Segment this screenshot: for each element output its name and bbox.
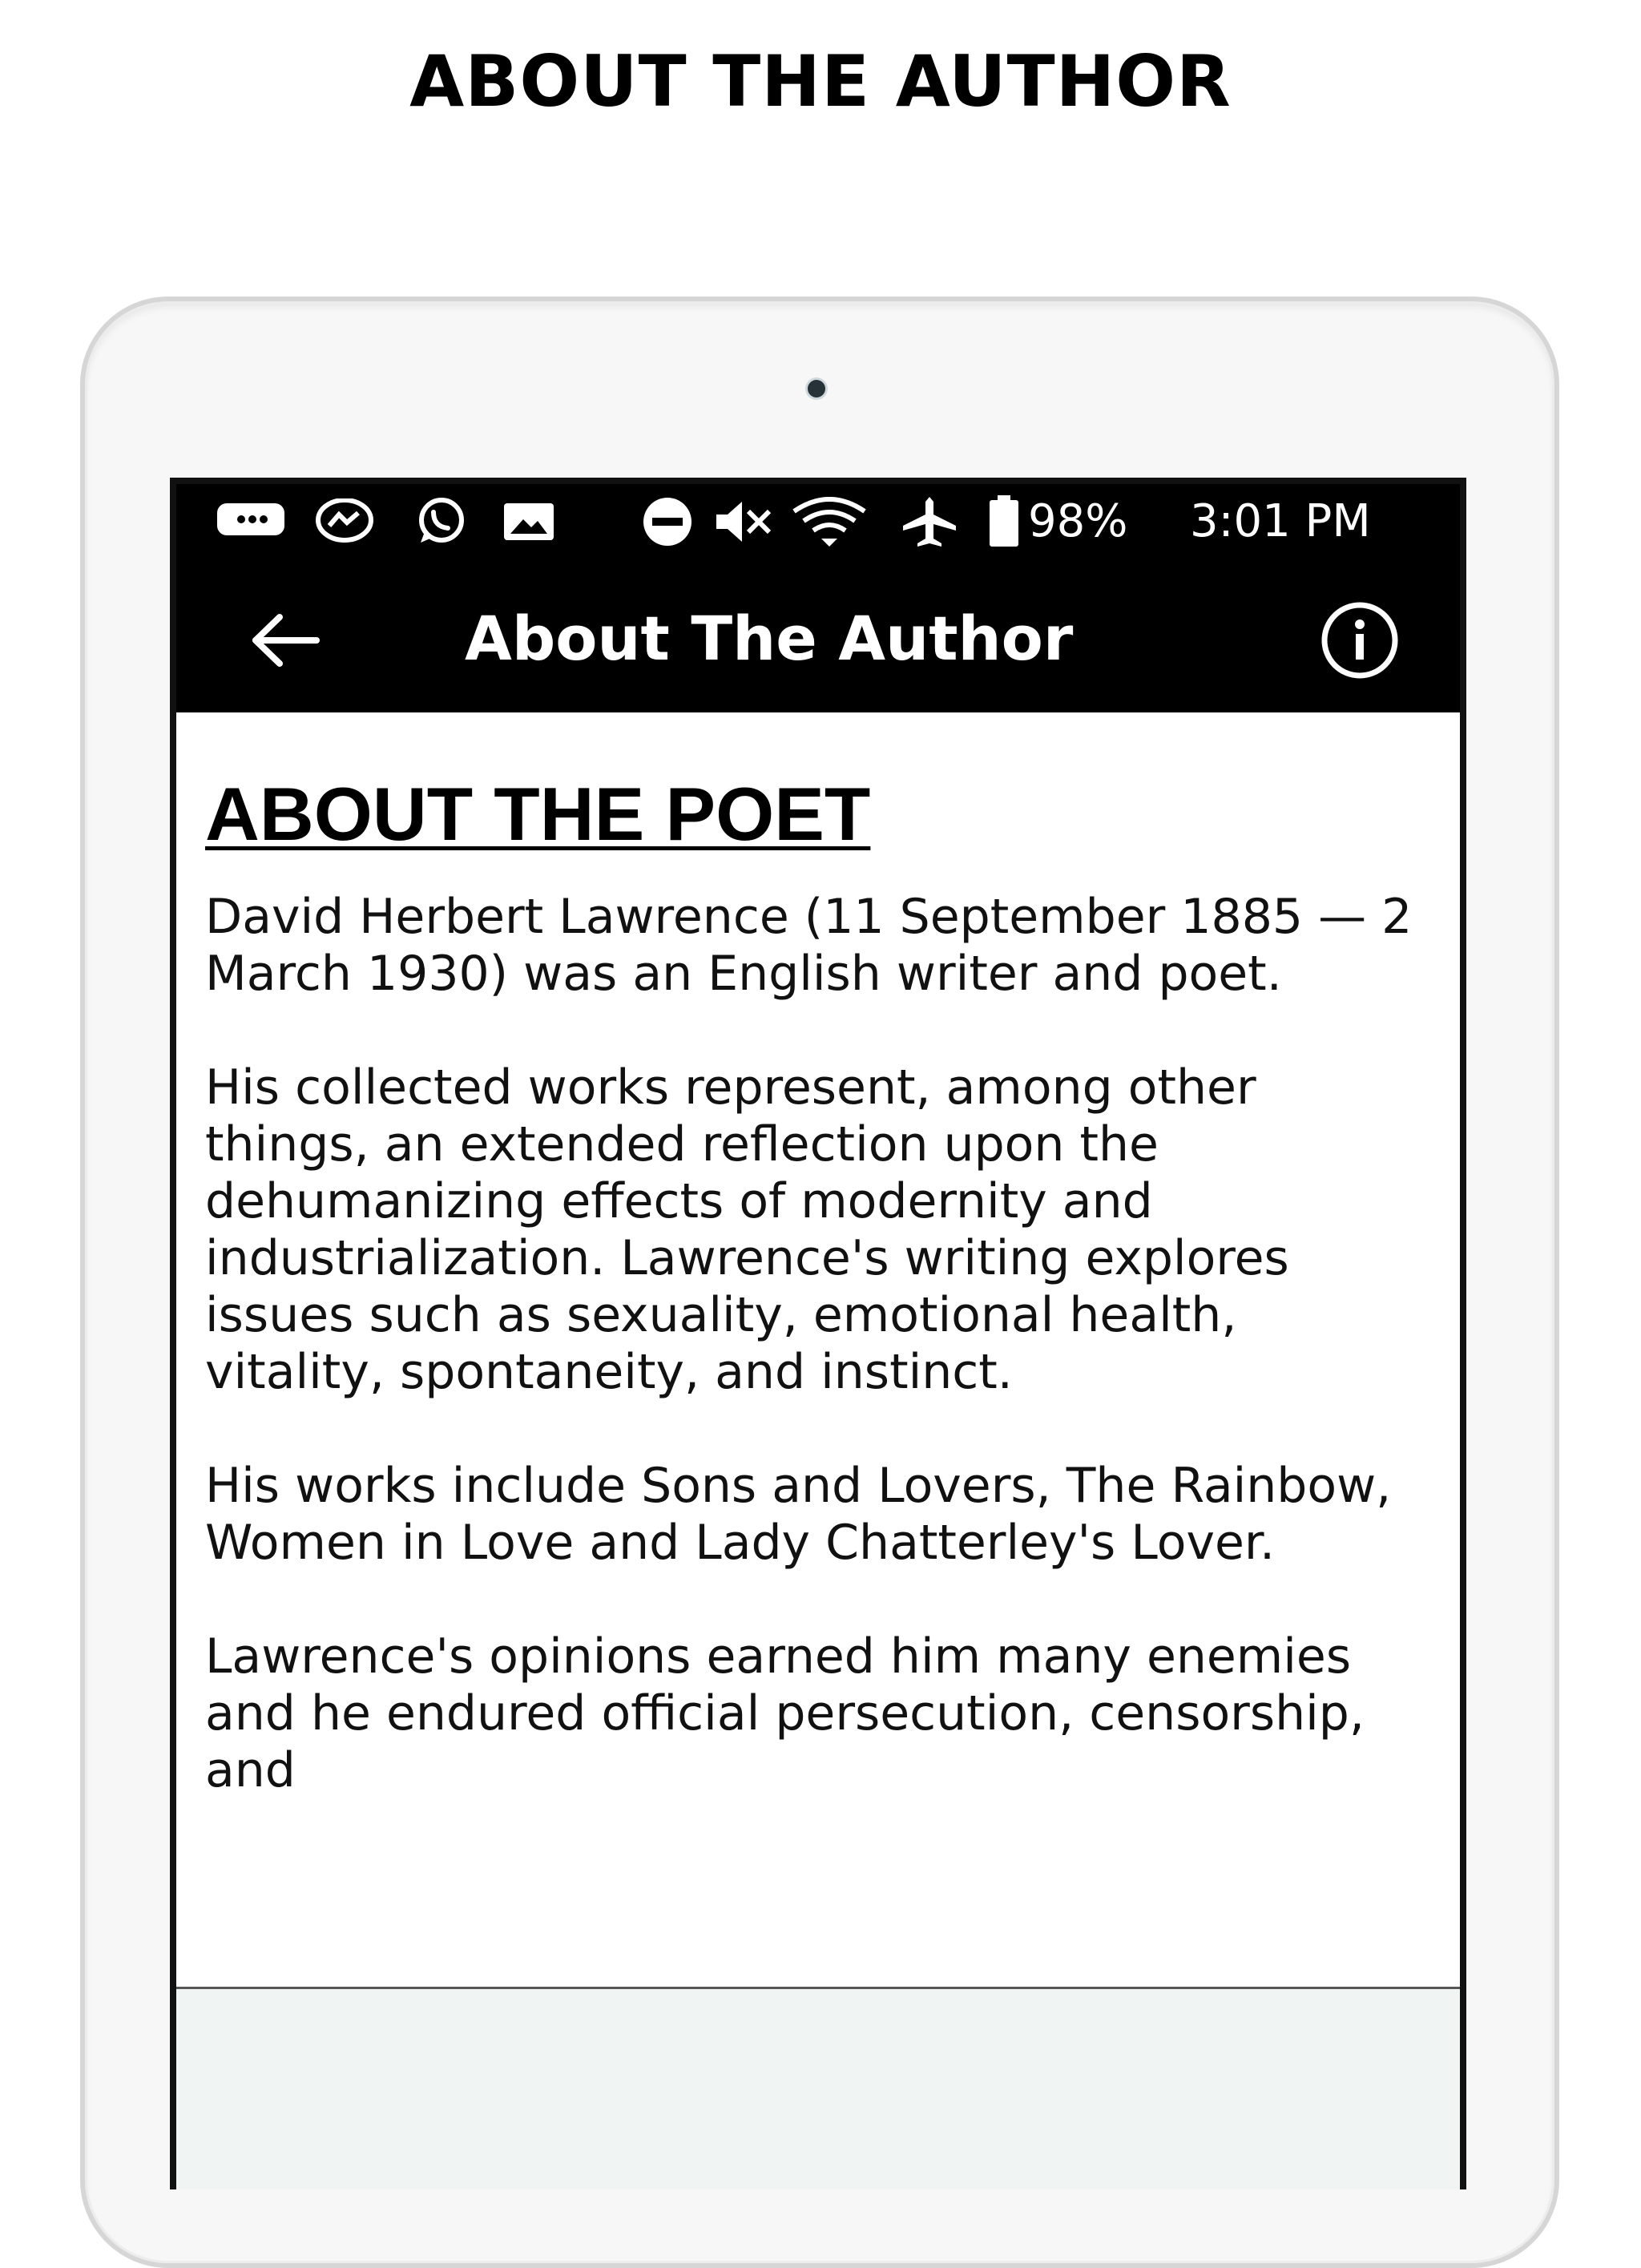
battery-icon [984,498,1024,545]
image-icon [501,498,557,545]
airplane-icon [897,498,962,545]
bottom-panel [176,1987,1460,2189]
paragraph: His works include Sons and Lovers, The Rainbow, Women in Love and Lady Chatterley's Lover. [205,1458,1392,1571]
messenger-icon [312,498,377,545]
arrow-left-icon[interactable] [240,604,329,676]
messages-icon [215,498,287,545]
wifi-icon [789,498,869,545]
app-bar-title: About The Author [465,603,1074,674]
whatsapp-icon [409,498,473,545]
battery-percent: 98% [1028,495,1128,547]
vibrate-off-icon [709,498,773,545]
paragraph: Lawrence's opinions earned him many enemies and he endured official persecution, censorship, and [205,1628,1365,1798]
info-icon[interactable] [1316,600,1404,680]
front-camera [808,380,825,398]
status-bar [176,484,1460,560]
promo-heading: ABOUT THE AUTHOR [409,40,1232,123]
content-scroll-area[interactable] [176,712,1460,1987]
app-bar [176,560,1460,712]
content-title: ABOUT THE POET [205,772,871,856]
do-not-disturb-icon [639,498,696,545]
status-time: 3:01 PM [1190,495,1371,547]
device-screen [170,478,1466,2189]
paragraph: His collected works represent, among other things, an extended reflection upon the dehumanizing effects of modernity and industrialization. Lawrence's writing explores issues such as sexuality, emotional health, vitality, spontaneity, and instinct. [205,1059,1289,1400]
paragraph: David Herbert Lawrence (11 September 1885 — 2 March 1930) was an English writer and poet. [205,889,1413,1002]
